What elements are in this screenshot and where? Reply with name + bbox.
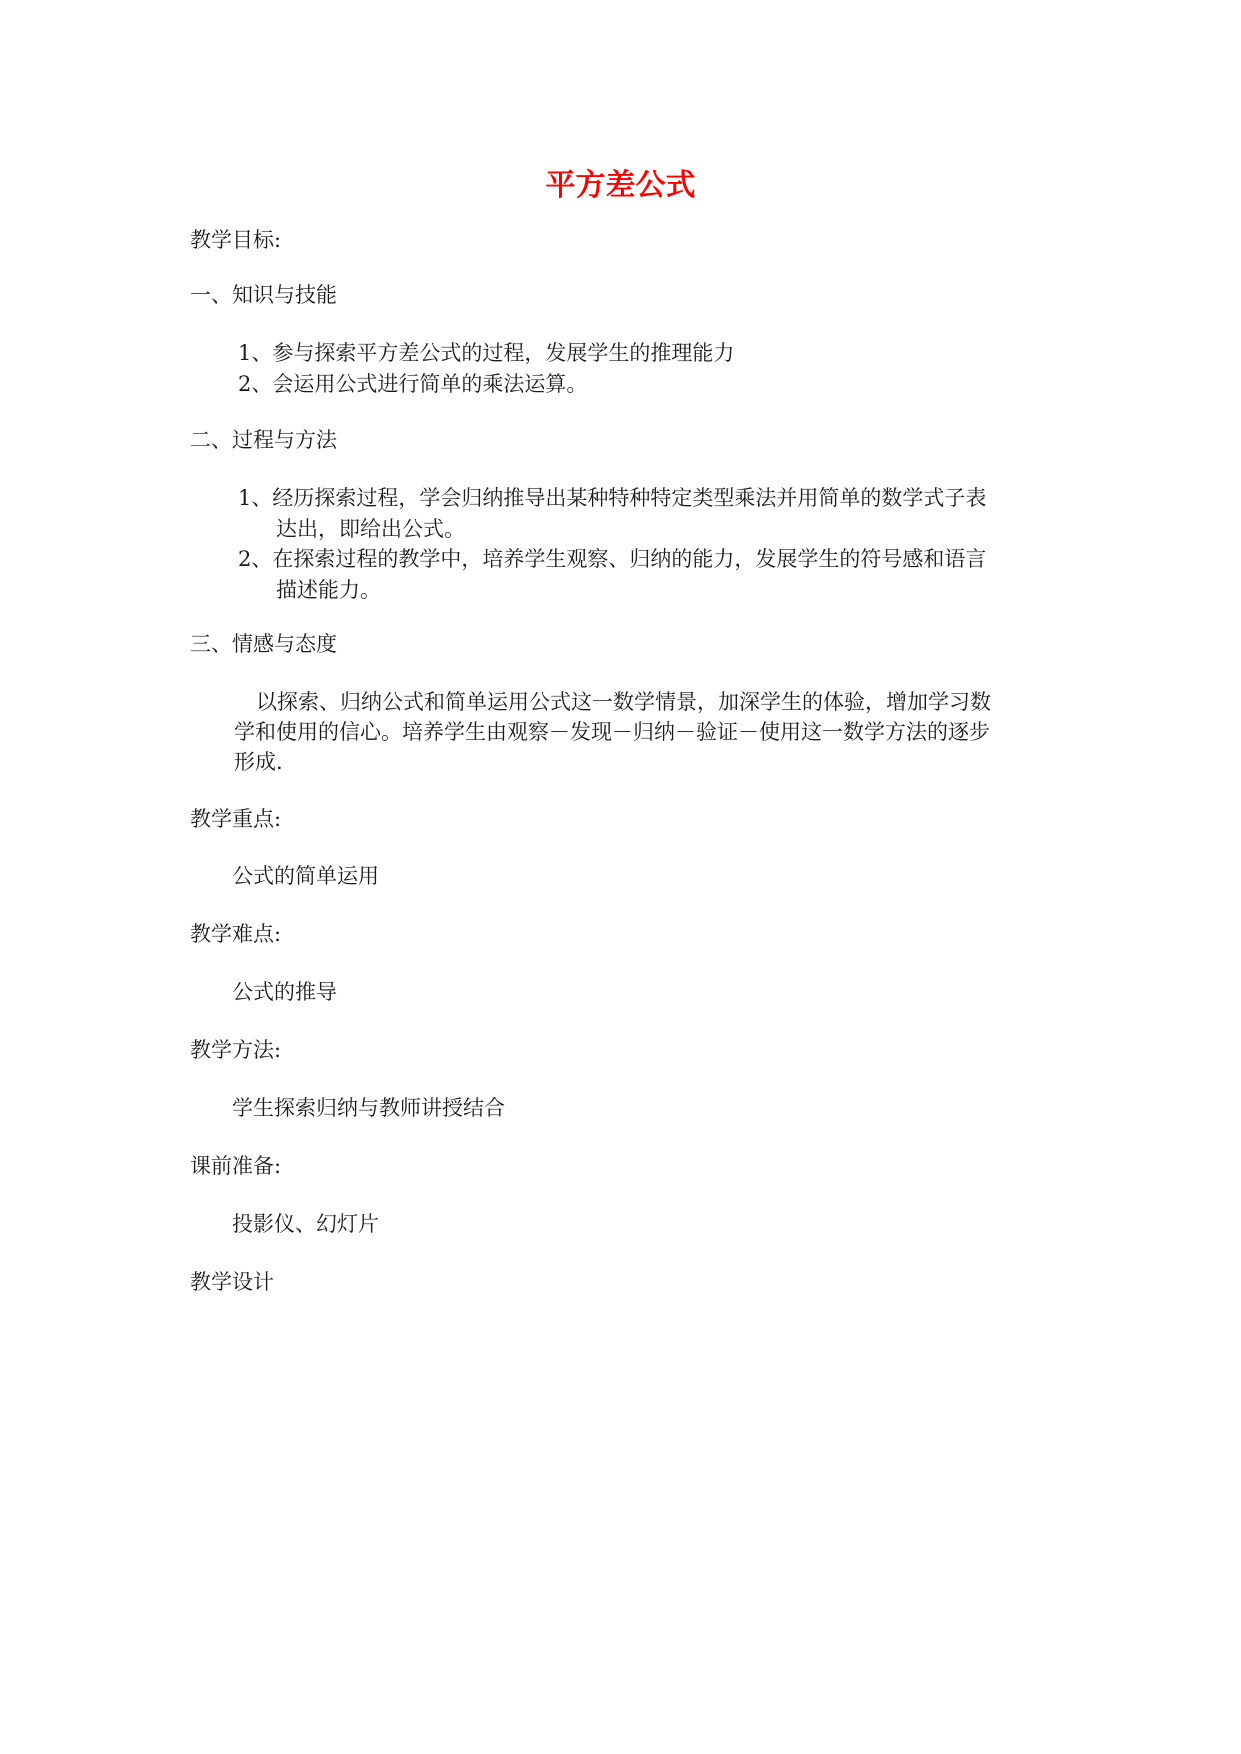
methods-heading: 教学方法:: [190, 1038, 282, 1062]
goals-heading: 教学目标:: [190, 228, 282, 252]
section2-item-1-line-1: 1、经历探索过程，学会归纳推导出某种特种特定类型乘法并用简单的数学式子表: [238, 486, 987, 510]
design-heading: 教学设计: [190, 1270, 274, 1294]
section3-paragraph-line-2: 学和使用的信心。培养学生由观察－发现－归纳－验证－使用这一数学方法的逐步: [234, 720, 990, 744]
section2-item-2-line-2: 描述能力。: [276, 578, 381, 602]
methods-content: 学生探索归纳与教师讲授结合: [232, 1096, 505, 1120]
section1-heading: 一、知识与技能: [190, 283, 337, 307]
section1-item-1: 1、参与探索平方差公式的过程，发展学生的推理能力: [238, 341, 735, 365]
key-points-content: 公式的简单运用: [232, 864, 379, 888]
section2-item-1-line-2: 达出，即给出公式。: [276, 517, 465, 541]
section2-heading: 二、过程与方法: [190, 428, 337, 452]
difficulties-content: 公式的推导: [232, 980, 337, 1004]
preparation-heading: 课前准备:: [190, 1154, 282, 1178]
section3-heading: 三、情感与态度: [190, 632, 337, 656]
section1-item-2: 2、会运用公式进行简单的乘法运算。: [238, 372, 588, 396]
preparation-content: 投影仪、幻灯片: [232, 1212, 379, 1236]
section3-paragraph-line-3: 形成.: [234, 750, 283, 774]
difficulties-heading: 教学难点:: [190, 922, 282, 946]
key-points-heading: 教学重点:: [190, 807, 282, 831]
section3-paragraph-line-1: 以探索、归纳公式和简单运用公式这一数学情景，加深学生的体验，增加学习数: [256, 690, 991, 714]
document-title: 平方差公式: [545, 168, 696, 203]
section2-item-2-line-1: 2、在探索过程的教学中，培养学生观察、归纳的能力，发展学生的符号感和语言: [238, 547, 987, 571]
